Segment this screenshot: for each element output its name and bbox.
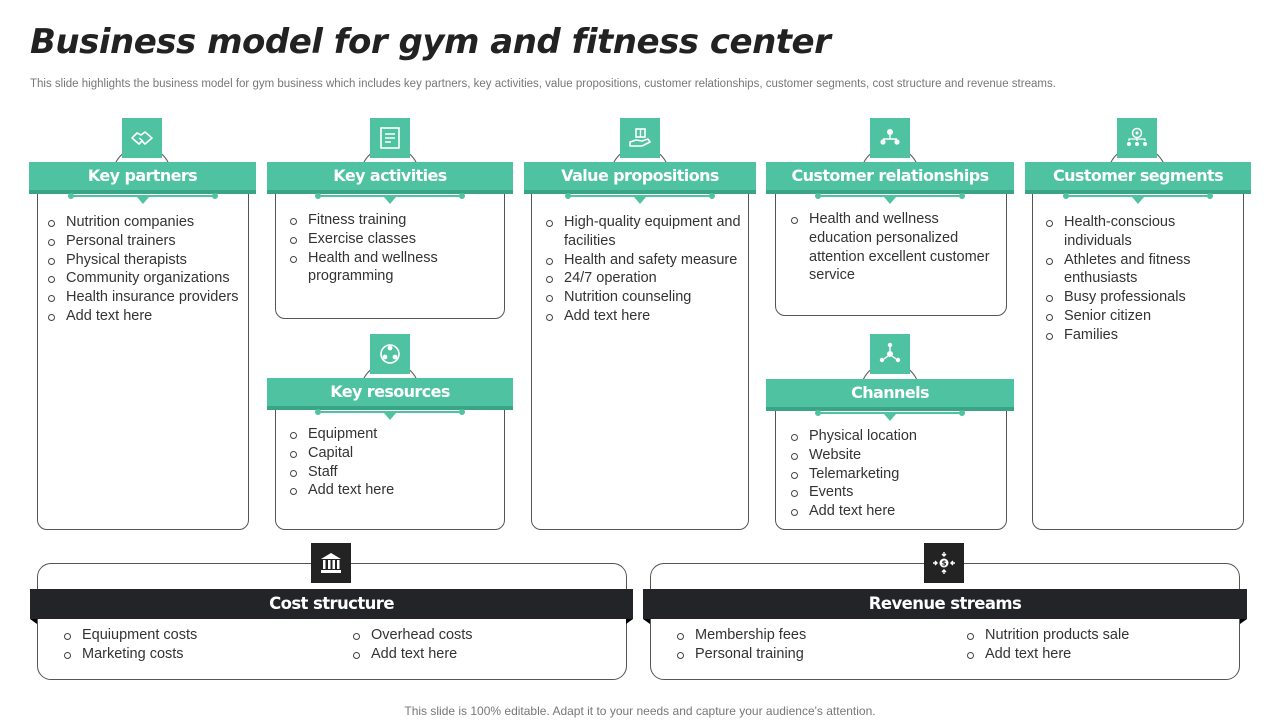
customer-segments-list [1046,213,1238,345]
revenue-streams-title: Revenue streams [643,589,1247,619]
list-item: Personal trainers [48,232,240,251]
footer-note: This slide is 100% editable. Adapt it to your needs and capture your audience's attention. [404,704,876,718]
list-item: Fitness training [290,211,495,230]
list-item: Equiupment costs [64,626,324,645]
list-item: Add text here [353,645,613,664]
resources-cycle-icon [370,334,410,374]
revenue-streams-list-right [967,626,1227,664]
list-item: Health and safety measure [546,251,742,270]
bank-building-icon [311,543,351,583]
key-activities-list [290,211,495,286]
cost-structure-list-right [353,626,613,664]
key-resources-title: Key resources [267,378,513,406]
list-item: Add text here [290,481,495,500]
target-audience-icon [1117,118,1157,158]
list-item: Personal training [677,645,937,664]
list-item: Telemarketing [791,465,991,484]
cost-structure-title: Cost structure [30,589,633,619]
hand-gift-icon [620,118,660,158]
list-item: Exercise classes [290,230,495,249]
list-item: Capital [290,444,495,463]
list-item: Overhead costs [353,626,613,645]
channels-list [791,427,991,521]
list-item: Events [791,483,991,502]
customer-relationships-list [791,210,991,285]
list-item: Health insurance providers [48,288,240,307]
key-resources-list [290,425,495,500]
list-item: Add text here [791,502,991,521]
key-partners-list [48,213,240,326]
list-item: Busy professionals [1046,288,1238,307]
list-item: Physical therapists [48,251,240,270]
list-item: 24/7 operation [546,269,742,288]
list-item: Website [791,446,991,465]
list-item: Health and wellness programming [290,249,495,287]
list-item: Senior citizen [1046,307,1238,326]
list-item: Athletes and fitness enthusiasts [1046,251,1238,289]
list-item: Add text here [48,307,240,326]
list-item: Membership fees [677,626,937,645]
schedule-board-icon [370,118,410,158]
list-item: Community organizations [48,269,240,288]
list-item: Nutrition counseling [546,288,742,307]
customer-relationships-title: Customer relationships [766,162,1014,190]
dollar-arrows-icon [924,543,964,583]
list-item: Staff [290,463,495,482]
list-item: Health-conscious individuals [1046,213,1238,251]
value-propositions-list [546,213,742,326]
channels-title: Channels [766,379,1014,407]
customer-segments-title: Customer segments [1025,162,1251,190]
list-item: Nutrition companies [48,213,240,232]
network-nodes-icon [870,334,910,374]
value-propositions-title: Value propositions [524,162,756,190]
list-item: High-quality equipment and facilities [546,213,742,251]
revenue-streams-list-left [677,626,937,664]
list-item: Physical location [791,427,991,446]
list-item: Equipment [290,425,495,444]
list-item: Add text here [967,645,1227,664]
svg-text:$: $ [941,559,947,568]
list-item: Marketing costs [64,645,324,664]
key-activities-title: Key activities [267,162,513,190]
cost-structure-list-left [64,626,324,664]
list-item: Nutrition products sale [967,626,1227,645]
handshake-icon [122,118,162,158]
list-item: Families [1046,326,1238,345]
page-title: Business model for gym and fitness center [30,22,831,62]
page-subtitle: This slide highlights the business model for gym business which includes key partners, key activities, value propositions, customer relationships, customer segments, cost structure and revenue streams. [30,78,1056,90]
key-partners-title: Key partners [29,162,256,190]
people-network-icon [870,118,910,158]
list-item: Health and wellness education personalized attention excellent customer service [791,210,991,285]
list-item: Add text here [546,307,742,326]
